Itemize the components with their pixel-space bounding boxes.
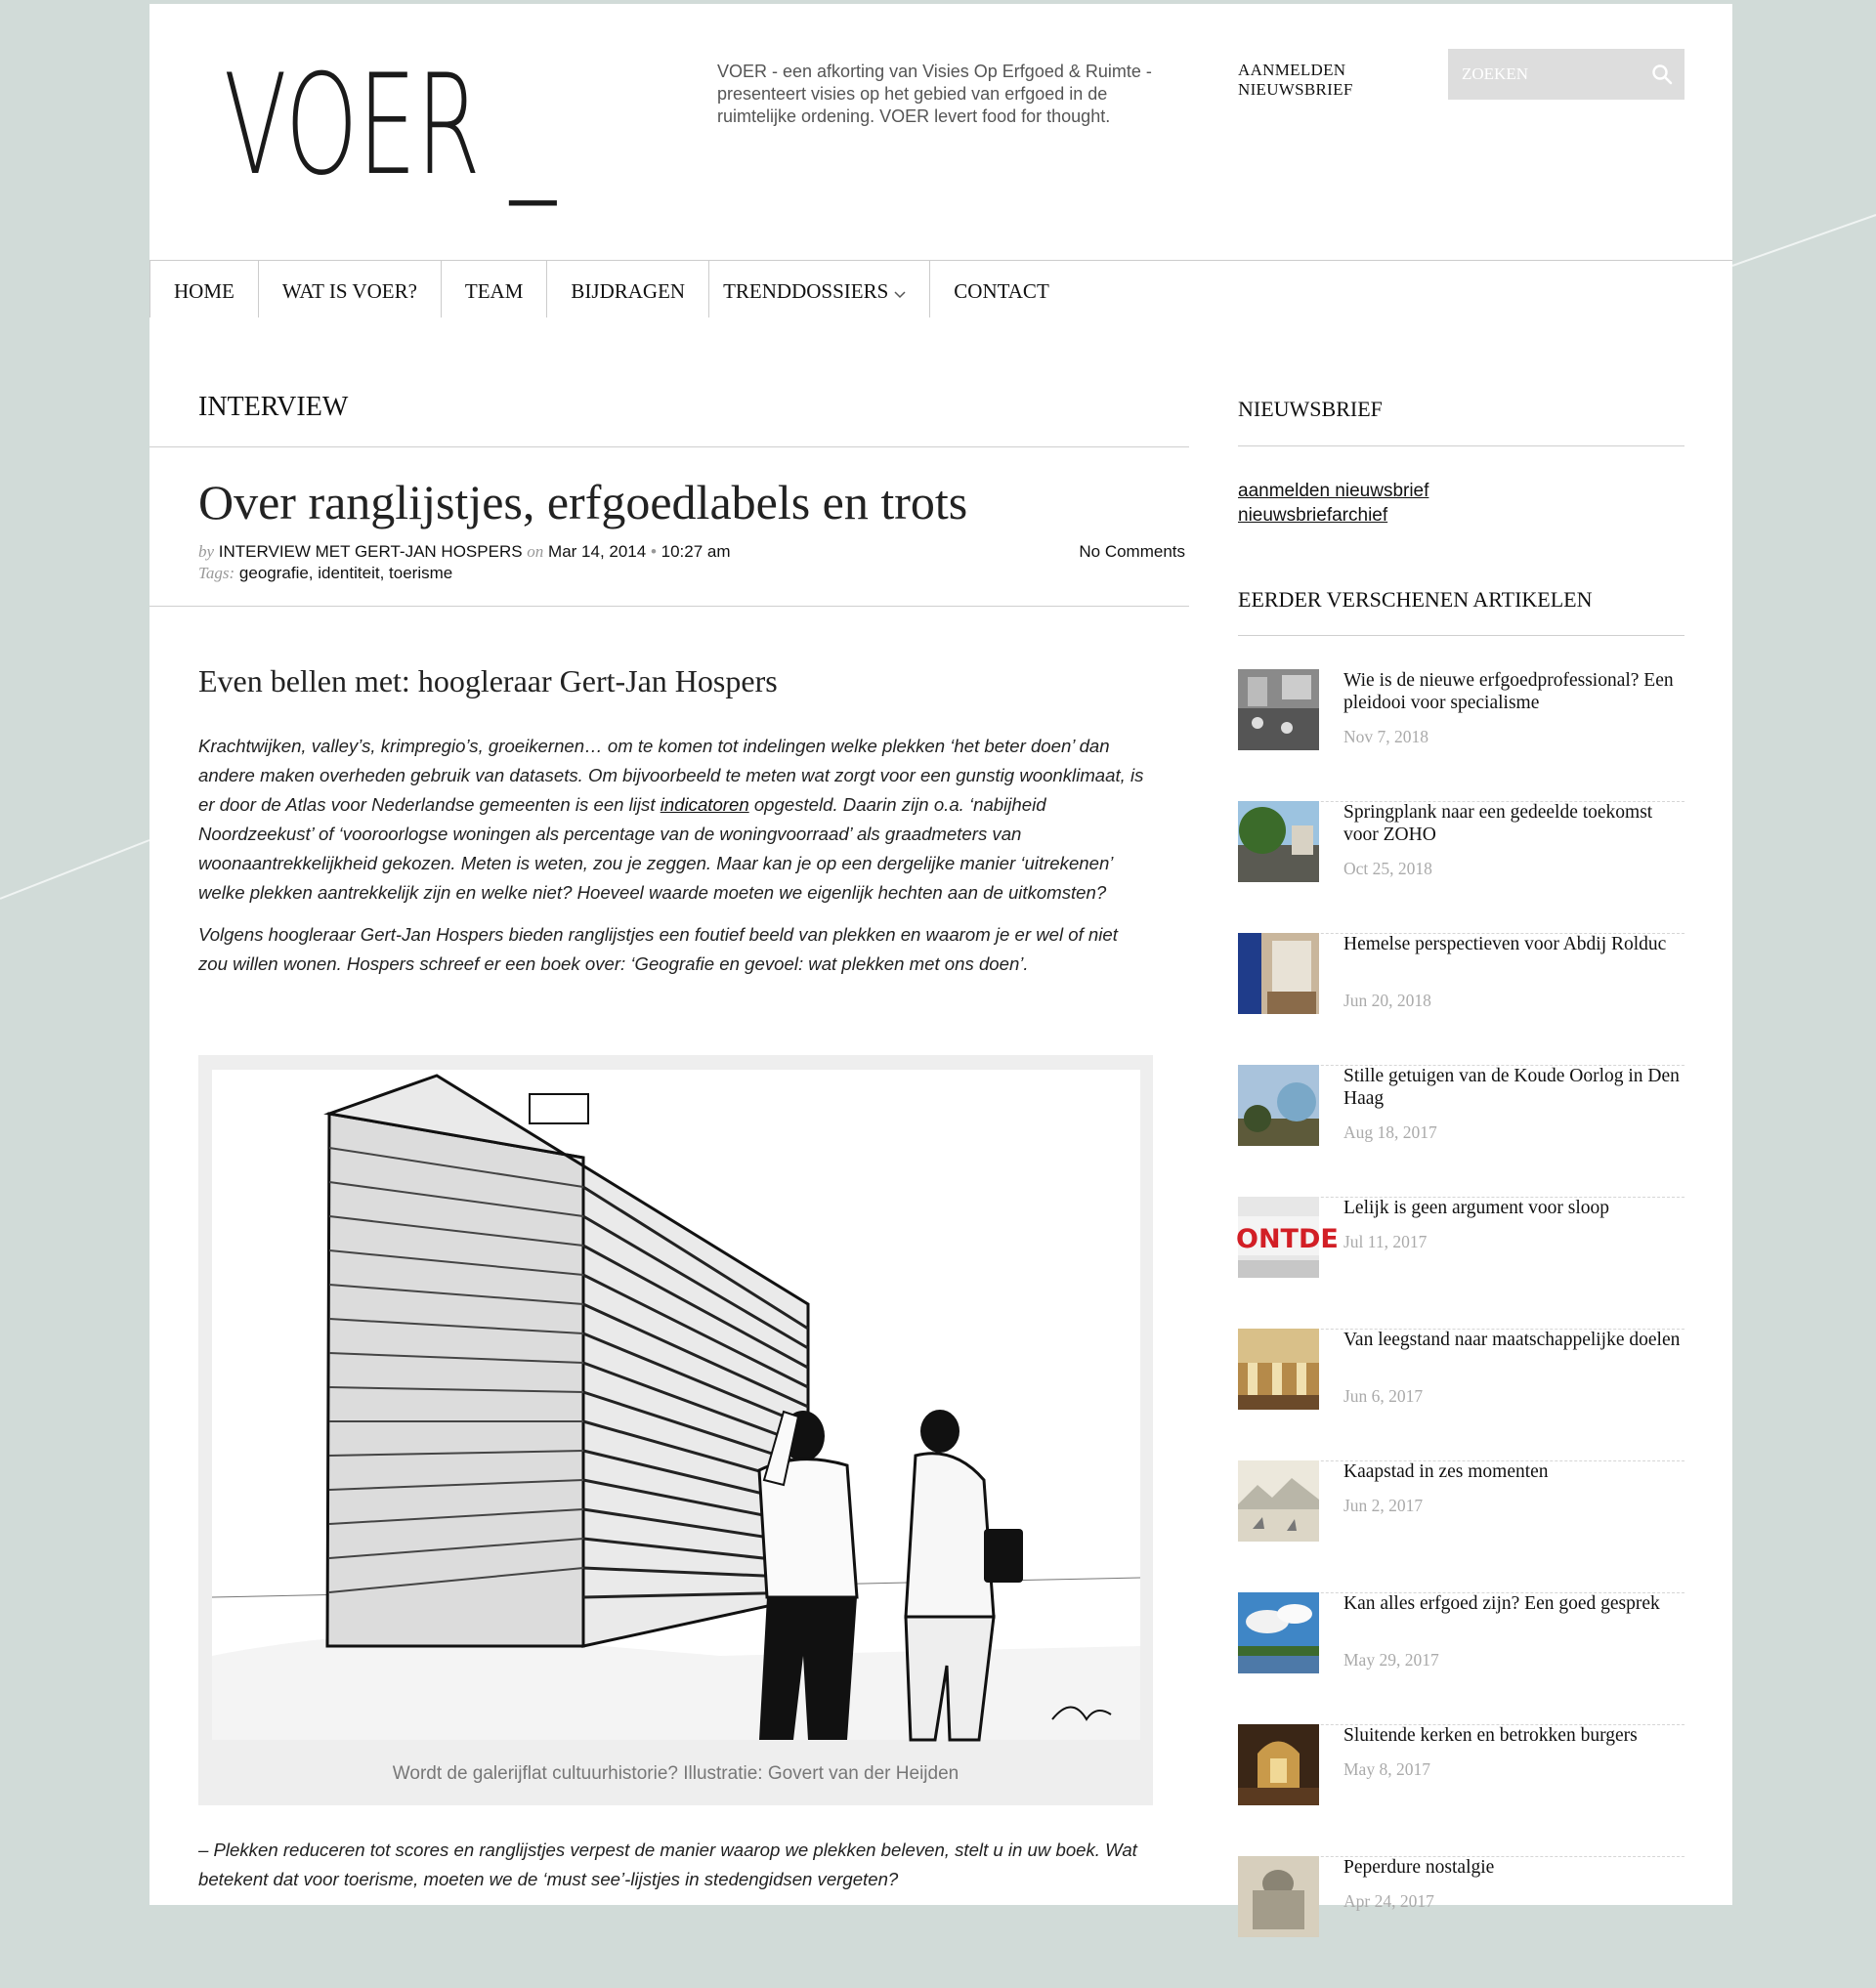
article-date: May 29, 2017: [1343, 1650, 1439, 1670]
archive-article[interactable]: [1238, 801, 1684, 934]
nav-label: HOME: [174, 279, 234, 303]
article-date: Jul 11, 2017: [1343, 1232, 1428, 1251]
nav-label: BIJDRAGEN: [571, 279, 686, 303]
article-date: May 8, 2017: [1343, 1759, 1430, 1779]
meta-separator: •: [650, 542, 657, 561]
nav-item-home[interactable]: [149, 261, 258, 317]
post-date: Mar 14, 2014: [548, 542, 647, 561]
article-date: Apr 24, 2017: [1343, 1891, 1434, 1911]
site-tagline: VOER - een afkorting van Visies Op Erfgoed & Ruimte - presenteert visies op het gebied van erfgoed in de ruimtelijke ordening. VOER levert food for thought.: [717, 62, 1152, 126]
article-thumbnail[interactable]: [1238, 801, 1319, 882]
tag-link[interactable]: identiteit: [318, 564, 380, 582]
nav-label: WAT IS VOER?: [281, 279, 417, 303]
archive-article[interactable]: [1238, 933, 1684, 1066]
nav-item-trenddossiers[interactable]: [708, 261, 929, 317]
tag-separator: ,: [379, 564, 390, 582]
article-thumbnail[interactable]: [1236, 1197, 1339, 1278]
article-thumbnail[interactable]: [1238, 669, 1319, 750]
tag-link[interactable]: geografie: [238, 564, 309, 582]
search-icon[interactable]: [1651, 63, 1673, 85]
article-title[interactable]: Van leegstand naar maatschappelijke doelen: [1343, 1330, 1681, 1350]
nav-label: TEAM: [464, 279, 524, 303]
divider: [1238, 445, 1684, 446]
post-author[interactable]: INTERVIEW MET GERT-JAN HOSPERS: [218, 542, 523, 561]
archive-article[interactable]: [1238, 1592, 1684, 1725]
interview-question: – Plekken reduceren tot scores en ranglijstjes verpest de manier waarop we plekken beleven, stelt u in uw boek. Wat betekent dat voor toerisme, moeten we de ‘must see’-lijstjes in stedengidsen vergeten?: [198, 1840, 1137, 1889]
article-thumbnail[interactable]: [1238, 1592, 1319, 1673]
main-nav: [149, 261, 1073, 317]
newsletter-archive-link[interactable]: nieuwsbriefarchief: [1238, 505, 1388, 526]
page: [149, 4, 1732, 1911]
figure-caption: Wordt de galerijflat cultuurhistorie? Illustratie: Govert van der Heijden: [392, 1763, 959, 1784]
post-title[interactable]: Over ranglijstjes, erfgoedlabels en trots: [198, 475, 968, 529]
site-logo[interactable]: [224, 45, 560, 206]
article-title[interactable]: Stille getuigen van de Koude Oorlog in Den Haag: [1343, 1066, 1680, 1109]
article-thumbnail[interactable]: [1238, 1856, 1319, 1937]
tag-separator: ,: [308, 564, 319, 582]
article-title[interactable]: Peperdure nostalgie: [1343, 1857, 1495, 1878]
archive-article[interactable]: [1238, 669, 1684, 802]
intro-text: opgesteld. Daarin zijn o.a. ‘nabijheid Noordzeekust’ of ‘vooroorlogse woningen als percentage van de woningvoorraad’ als graadmeters van woonaantrekkelijkheid gekozen. Meten is weten, zou je zeggen. Maar kan je op een dergelijke manier ‘uitrekenen’ welke plekken aantrekkelijk zijn en welke niet? Hoeveel waarde moeten we eigenlijk hechten aan de uitkomsten?: [198, 794, 1113, 903]
illustration-image[interactable]: [212, 1070, 1140, 1740]
article-title[interactable]: Hemelse perspectieven voor Abdij Rolduc: [1343, 934, 1667, 954]
divider: [149, 606, 1189, 607]
article-thumbnail[interactable]: [1238, 1724, 1319, 1805]
section-title: INTERVIEW: [198, 392, 349, 422]
newsletter-signup-link[interactable]: aanmelden nieuwsbrief: [1238, 481, 1429, 501]
nav-item-wat-is-voer[interactable]: [258, 261, 441, 317]
search-input[interactable]: [1460, 63, 1640, 85]
article-title[interactable]: Lelijk is geen argument voor sloop: [1343, 1198, 1610, 1218]
nav-item-bijdragen[interactable]: [546, 261, 708, 317]
intro-paragraph: [198, 732, 1151, 908]
archive-article[interactable]: [1238, 1065, 1684, 1198]
newsletter-signup-link[interactable]: AANMELDEN NIEUWSBRIEF: [1238, 61, 1353, 99]
article-thumbnail[interactable]: [1238, 1065, 1319, 1146]
archive-article[interactable]: [1238, 1460, 1684, 1593]
intro-text: Krachtwijken, valley’s, krimpregio’s, groeikernen… om te komen tot indelingen welke plekken ‘het beter doen’ dan andere maken overheden gebruik van datasets. Om bijvoorbeeld te meten wat zorgt voor een gunstig woonklimaat, is er door de Atlas voor Nederlandse gemeenten is een lijst: [198, 736, 1144, 815]
galerijflat-illustration: [212, 1070, 1140, 1740]
article-subheading: Even bellen met: hoogleraar Gert-Jan Hospers: [198, 663, 778, 698]
post-time: 10:27 am: [661, 542, 731, 561]
article-title[interactable]: Sluitende kerken en betrokken burgers: [1343, 1725, 1638, 1746]
comments-link[interactable]: No Comments: [1079, 542, 1185, 561]
intro-paragraph: Volgens hoogleraar Gert-Jan Hospers bieden ranglijstjes een foutief beeld van plekken en waarom je er wel of niet zou willen wonen. Hospers schreef er een boek over: ‘Geografie en gevoel: wat plekken met ons doen’.: [198, 924, 1118, 974]
archive-article[interactable]: [1238, 1724, 1684, 1857]
article-title[interactable]: Wie is de nieuwe erfgoedprofessional? Een pleidooi voor specialisme: [1343, 670, 1674, 713]
article-date: Oct 25, 2018: [1343, 859, 1432, 878]
article-title[interactable]: Kaapstad in zes momenten: [1343, 1461, 1549, 1482]
article-intro: [198, 732, 1151, 992]
archive-article[interactable]: [1238, 1329, 1684, 1461]
search-box: [1448, 49, 1684, 100]
divider: [1238, 635, 1684, 636]
archive-article[interactable]: [1238, 1197, 1684, 1330]
article-date: Jun 20, 2018: [1343, 991, 1431, 1010]
article-figure: [198, 1055, 1153, 1805]
article-thumbnail[interactable]: [1238, 933, 1319, 1014]
newsletter-heading: NIEUWSBRIEF: [1238, 397, 1383, 421]
archive-article[interactable]: [1238, 1856, 1684, 1988]
article-thumbnail[interactable]: [1238, 1329, 1319, 1410]
tag-link[interactable]: toerisme: [389, 564, 453, 582]
thumbnail-text: ONTDE: [1236, 1224, 1339, 1254]
nav-item-team[interactable]: [441, 261, 547, 317]
logo-text: VOER _: [224, 45, 558, 206]
indicatoren-link[interactable]: indicatoren: [660, 794, 749, 815]
tags-label: Tags:: [198, 564, 235, 582]
article-date: Nov 7, 2018: [1343, 727, 1429, 746]
newsletter-links: [1238, 479, 1428, 528]
nav-item-contact[interactable]: [929, 261, 1072, 317]
post-meta: [198, 541, 1185, 584]
by-label: by: [198, 542, 215, 561]
on-label: on: [527, 542, 544, 561]
divider: [149, 446, 1189, 447]
article-title[interactable]: Springplank naar een gedeelde toekomst voor ZOHO: [1343, 802, 1653, 845]
nav-label: CONTACT: [954, 279, 1049, 303]
article-date: Jun 2, 2017: [1343, 1496, 1424, 1515]
article-title[interactable]: Kan alles erfgoed zijn? Een goed gesprek: [1343, 1593, 1660, 1614]
nav-label: TRENDDOSSIERS: [723, 279, 889, 303]
article-date: Aug 18, 2017: [1343, 1122, 1437, 1142]
article-date: Jun 6, 2017: [1343, 1386, 1424, 1406]
archive-heading: EERDER VERSCHENEN ARTIKELEN: [1238, 587, 1593, 612]
chevron-down-icon: [894, 288, 906, 300]
article-thumbnail[interactable]: [1238, 1460, 1319, 1542]
